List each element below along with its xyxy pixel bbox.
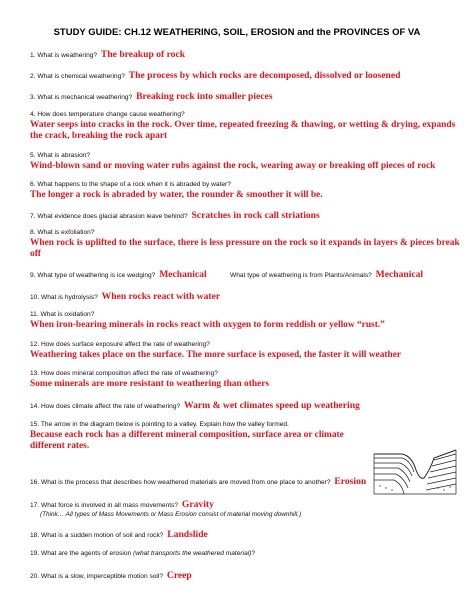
question-text: 16. What is the process that describes how weathered materials are moved from one place to another? xyxy=(30,479,331,486)
question-text: 18. What is a sudden motion of soil and rock? xyxy=(30,532,164,539)
question-12: 12. How does surface exposure affect the rate of weathering? xyxy=(30,341,210,348)
question-13: 13. How does mineral composition affect the rate of weathering? xyxy=(30,370,218,377)
question-text: 7. What evidence does glacial abrasion leave behind? xyxy=(30,213,188,220)
question-18 xyxy=(30,529,208,540)
question-14 xyxy=(30,400,360,411)
answer-8: When rock is uplifted to the surface, there is less pressure on the rock so it expands in layers & pieces break off xyxy=(30,238,460,259)
question-16 xyxy=(30,476,366,487)
answer-13: Some minerals are more resistant to weathering than others xyxy=(30,379,270,389)
answer-text: Mechanical xyxy=(159,269,207,280)
answer-text: Scratches in rock call striations xyxy=(191,210,320,221)
question-text: 19. What are the agents of erosion xyxy=(30,550,132,557)
question-text: 3. What is mechanical weathering? xyxy=(30,94,133,101)
question-text: 9. What type of weathering is ice wedging? xyxy=(30,272,156,279)
question-9 xyxy=(30,269,207,280)
answer-text: When rocks react with water xyxy=(101,291,221,302)
question-text-end: ? xyxy=(251,550,256,557)
answer-text: Creep xyxy=(166,570,192,581)
answer-text: Landslide xyxy=(167,529,208,540)
answer-text: Mechanical xyxy=(375,269,424,280)
question-8: 8. What is exfoliation? xyxy=(30,229,95,236)
question-text: 20. What is a slow, imperceptible motion soil? xyxy=(30,573,164,580)
question-2 xyxy=(30,70,400,81)
question-10 xyxy=(30,291,220,302)
question-text: 1. What is weathering? xyxy=(30,52,98,59)
question-9b xyxy=(230,269,423,280)
answer-6: The longer a rock is abraded by water, the rounder & smoother it will be. xyxy=(30,190,323,200)
question-text: 14. How does climate affect the rate of weathering? xyxy=(30,403,181,410)
question-5: 5. What is abrasion? xyxy=(30,152,91,159)
answer-12: Weathering takes place on the surface. The more surface is exposed, the faster it will weather xyxy=(30,350,402,360)
answer-text: The process by which rocks are decomposed, dissolved or loosened xyxy=(128,70,401,81)
question-19 xyxy=(30,550,255,557)
question-text-italic: (what transports the weathered material) xyxy=(133,550,252,557)
answer-text: The breakup of rock xyxy=(100,49,186,60)
page-title: STUDY GUIDE: CH.12 WEATHERING, SOIL, EROSION and the PROVINCES OF VA xyxy=(53,27,421,38)
question-7 xyxy=(30,210,320,221)
question-17-note: (Think… All types of Mass Movements or Mass Erosion consist of material moving downhill.) xyxy=(40,511,302,518)
question-text: What type of weathering is from Plants/Animals? xyxy=(230,272,372,279)
question-text: 2. What is chemical weathering? xyxy=(30,73,125,80)
rock-layers-valley-diagram xyxy=(372,440,458,496)
question-3 xyxy=(30,91,273,102)
question-1 xyxy=(30,49,185,60)
answer-15: Because each rock has a different mineral composition, surface area or climate different rates. xyxy=(30,430,344,451)
answer-text: Erosion xyxy=(334,476,367,487)
answer-5: Wind-blown sand or moving water rubs against the rock, wearing away or breaking off pieces of rock xyxy=(30,161,436,171)
question-17 xyxy=(30,499,214,510)
answer-text: Breaking rock into smaller pieces xyxy=(136,91,273,102)
question-6: 6. What happens to the shape of a rock when it is abraded by water? xyxy=(30,181,231,188)
answer-11: When iron-bearing minerals in rocks react with oxygen to form reddish or yellow “rust.” xyxy=(30,320,385,330)
question-4: 4. How does temperature change cause weathering? xyxy=(30,111,185,118)
question-15: 15. The arrow in the diagram below is pointing to a valley. Explain how the valley formed. xyxy=(30,421,289,428)
question-text: 17. What force is involved in all mass movements? xyxy=(30,502,179,509)
question-20 xyxy=(30,570,192,581)
question-text: 10. What is hydrolysis? xyxy=(30,294,98,301)
answer-text: Warm & wet climates speed up weathering xyxy=(184,400,360,411)
question-11: 11. What is oxidation? xyxy=(30,311,95,318)
answer-4: Water seeps into cracks in the rock. Over time, repeated freezing & thawing, or wetting & drying, expands the crack, breaking the rock apart xyxy=(30,120,456,141)
answer-text: Gravity xyxy=(181,499,214,510)
